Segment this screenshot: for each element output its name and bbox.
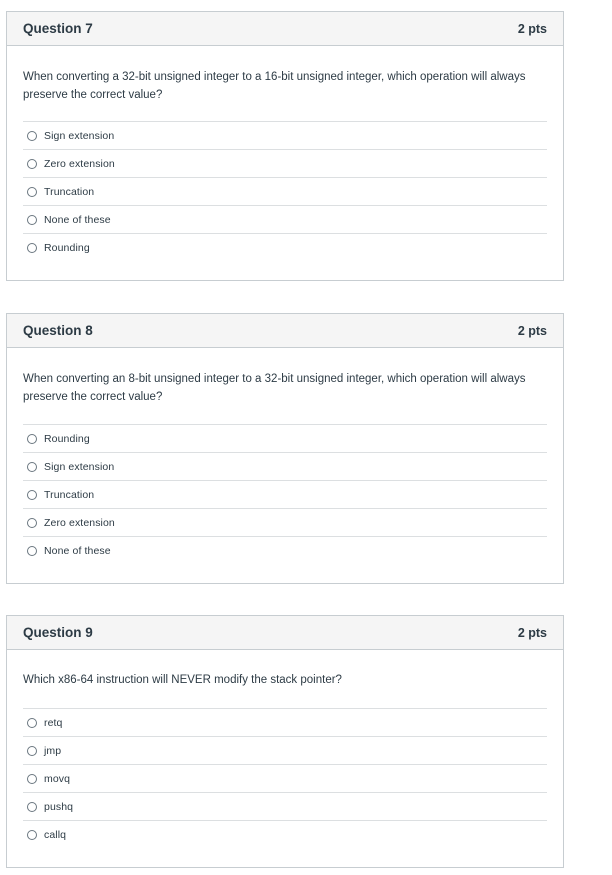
answer-label: Truncation — [44, 185, 95, 198]
radio-button[interactable] — [27, 718, 37, 728]
answer-label: Zero extension — [44, 516, 115, 529]
answer-label: Sign extension — [44, 460, 115, 473]
answer-option[interactable] — [23, 424, 547, 452]
answer-option[interactable] — [23, 708, 547, 736]
answer-label: callq — [44, 828, 67, 841]
question-card — [6, 11, 564, 281]
answer-list — [23, 121, 547, 261]
question-header — [7, 616, 563, 650]
answer-label: Rounding — [44, 241, 90, 254]
radio-button[interactable] — [27, 546, 37, 556]
answer-option[interactable] — [23, 205, 547, 233]
answer-option[interactable] — [23, 149, 547, 177]
question-body — [7, 671, 563, 848]
answer-option[interactable] — [23, 480, 547, 508]
answer-option[interactable] — [23, 452, 547, 480]
radio-button[interactable] — [27, 746, 37, 756]
question-points: 2 pts — [517, 21, 547, 36]
answer-option[interactable] — [23, 536, 547, 564]
answer-option[interactable] — [23, 233, 547, 261]
radio-button[interactable] — [27, 774, 37, 784]
radio-button[interactable] — [27, 802, 37, 812]
question-text: When converting an 8-bit unsigned integer to a 32-bit unsigned integer, which operation will always preserve the correct value? — [23, 373, 526, 403]
radio-button[interactable] — [27, 518, 37, 528]
radio-button[interactable] — [27, 131, 37, 141]
answer-option[interactable] — [23, 177, 547, 205]
answer-label: None of these — [44, 544, 111, 557]
answer-label: Zero extension — [44, 157, 115, 170]
question-title: Question 8 — [23, 323, 93, 338]
answer-option[interactable] — [23, 736, 547, 764]
answer-label: Rounding — [44, 432, 90, 445]
answer-option[interactable] — [23, 508, 547, 536]
question-title: Question 7 — [23, 21, 93, 36]
radio-button[interactable] — [27, 490, 37, 500]
question-text: When converting a 32-bit unsigned integer to a 16-bit unsigned integer, which operation will always preserve the correct value? — [23, 71, 526, 101]
answer-label: jmp — [44, 744, 62, 757]
question-card — [6, 313, 564, 584]
radio-button[interactable] — [27, 187, 37, 197]
answer-option[interactable] — [23, 121, 547, 149]
answer-option[interactable] — [23, 792, 547, 820]
radio-button[interactable] — [27, 159, 37, 169]
question-text: Which x86-64 instruction will NEVER modify the stack pointer? — [23, 674, 342, 686]
radio-button[interactable] — [27, 434, 37, 444]
answer-list — [23, 424, 547, 564]
radio-button[interactable] — [27, 830, 37, 840]
answer-label: Truncation — [44, 488, 95, 501]
question-points: 2 pts — [517, 625, 547, 640]
question-points: 2 pts — [517, 323, 547, 338]
answer-label: movq — [44, 772, 71, 785]
question-body — [7, 370, 563, 564]
answer-label: retq — [44, 716, 63, 729]
answer-label: Sign extension — [44, 129, 115, 142]
question-header — [7, 12, 563, 46]
radio-button[interactable] — [27, 215, 37, 225]
answer-list — [23, 708, 547, 848]
question-body — [7, 68, 563, 261]
answer-label: pushq — [44, 800, 74, 813]
question-header — [7, 314, 563, 348]
question-card — [6, 615, 564, 868]
answer-option[interactable] — [23, 764, 547, 792]
radio-button[interactable] — [27, 462, 37, 472]
radio-button[interactable] — [27, 243, 37, 253]
answer-label: None of these — [44, 213, 111, 226]
question-title: Question 9 — [23, 625, 93, 640]
answer-option[interactable] — [23, 820, 547, 848]
